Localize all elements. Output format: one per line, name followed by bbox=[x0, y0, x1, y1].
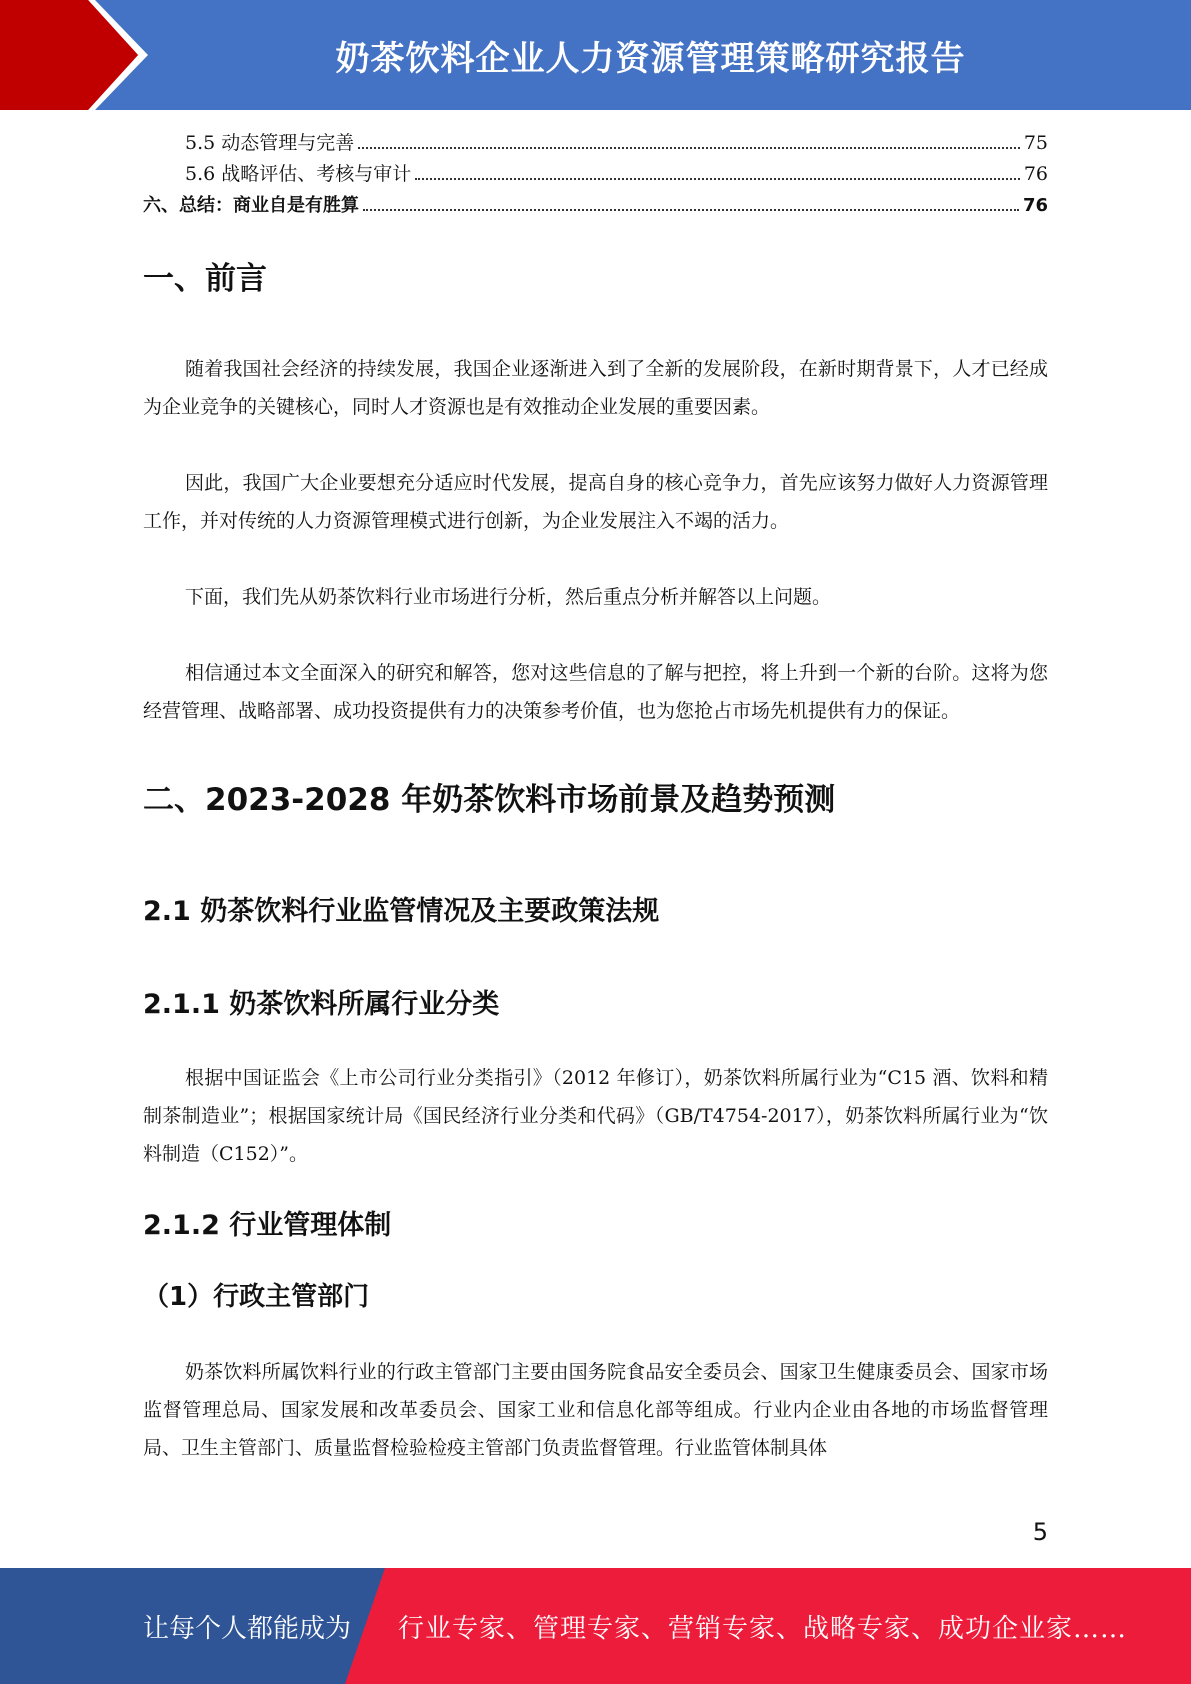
subsection-heading-management-system: 2.1.2 行业管理体制 bbox=[143, 1210, 392, 1241]
footer-slogan-right: 行业专家、管理专家、营销专家、战略专家、成功企业家…… bbox=[398, 1613, 1128, 1644]
section-heading-preface: 一、前言 bbox=[143, 261, 267, 297]
subsection-heading-administrative-departments: （1）行政主管部门 bbox=[143, 1282, 370, 1312]
preface-paragraph: 下面，我们先从奶茶饮料行业市场进行分析，然后重点分析并解答以上问题。 bbox=[185, 586, 832, 608]
report-header bbox=[0, 0, 1191, 110]
report-footer bbox=[0, 1568, 1191, 1684]
toc-entry-page: 76 bbox=[1022, 195, 1048, 216]
toc-leader-dots bbox=[415, 178, 1020, 180]
page-content bbox=[143, 128, 1048, 1467]
toc-entry[interactable] bbox=[143, 159, 1048, 190]
toc-entry-text: 5.5 动态管理与完善 bbox=[185, 132, 355, 154]
preface-paragraph: 随着我国社会经济的持续发展，我国企业逐渐进入到了全新的发展阶段，在新时期背景下，人才已经成为企业竞争的关键核心，同时人才资源也是有效推动企业发展的重要因素。 bbox=[143, 358, 1048, 418]
toc-leader-dots bbox=[363, 209, 1019, 211]
report-title: 奶茶饮料企业人力资源管理策略研究报告 bbox=[335, 38, 966, 79]
administrative-paragraph: 奶茶饮料所属饮料行业的行政主管部门主要由国务院食品安全委员会、国家卫生健康委员会、国家市场监督管理总局、国家发展和改革委员会、国家工业和信息化部等组成。行业内企业由各地的市场监督管理局、卫生主管部门、质量监督检验检疫主管部门负责监督管理。行业监管体制具体 bbox=[143, 1361, 1048, 1459]
classification-paragraph: 根据中国证监会《上市公司行业分类指引》（2012 年修订），奶茶饮料所属行业为“C15 酒、饮料和精制茶制造业”；根据国家统计局《国民经济行业分类和代码》（GB/T4754-2017），奶茶饮料所属行业为“饮料制造（C152）”。 bbox=[143, 1067, 1048, 1165]
subsection-heading-industry-classification: 2.1.1 奶茶饮料所属行业分类 bbox=[143, 989, 500, 1020]
preface-paragraph: 因此，我国广大企业要想充分适应时代发展，提高自身的核心竞争力，首先应该努力做好人力资源管理工作，并对传统的人力资源管理模式进行创新，为企业发展注入不竭的活力。 bbox=[143, 472, 1048, 532]
toc-entry-text: 5.6 战略评估、考核与审计 bbox=[185, 163, 412, 185]
header-arrow-icon bbox=[0, 0, 160, 110]
toc-entry[interactable] bbox=[143, 190, 1048, 221]
table-of-contents bbox=[143, 128, 1048, 221]
toc-entry-page: 75 bbox=[1023, 132, 1048, 154]
toc-entry-page: 76 bbox=[1023, 163, 1048, 185]
toc-leader-dots bbox=[358, 147, 1020, 149]
header-arrow-shape bbox=[0, 0, 138, 110]
page-number: 5 bbox=[1032, 1518, 1048, 1546]
toc-entry-text: 六、总结：商业自是有胜算 bbox=[143, 195, 359, 216]
footer-slogan-left: 让每个人都能成为 bbox=[143, 1613, 352, 1644]
section-heading-market-forecast: 二、2023-2028 年奶茶饮料市场前景及趋势预测 bbox=[143, 782, 836, 818]
preface-paragraph: 相信通过本文全面深入的研究和解答，您对这些信息的了解与把控，将上升到一个新的台阶。这将为您经营管理、战略部署、成功投资提供有力的决策参考价值，也为您抢占市场先机提供有力的保证。 bbox=[143, 662, 1048, 722]
toc-entry[interactable] bbox=[143, 128, 1048, 159]
subsection-heading-regulation: 2.1 奶茶饮料行业监管情况及主要政策法规 bbox=[143, 896, 660, 927]
